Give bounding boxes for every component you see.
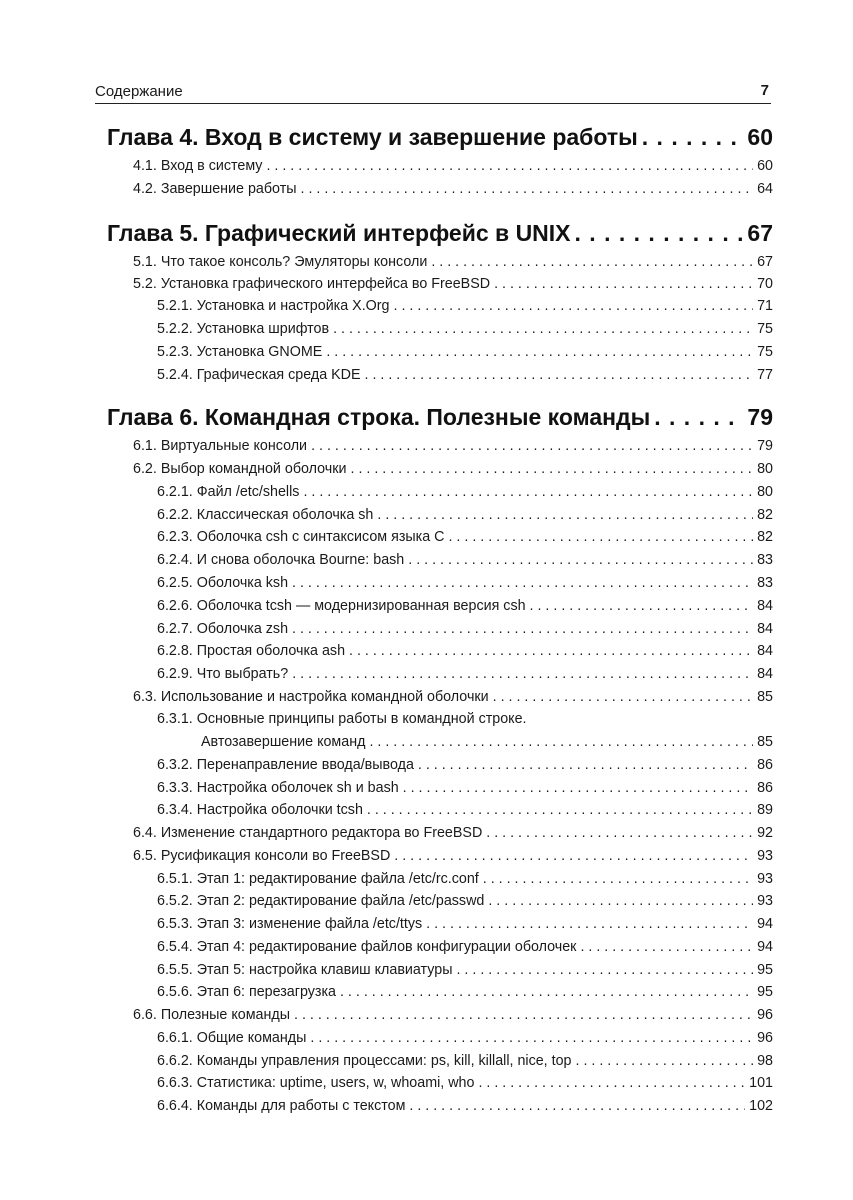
chapter-page: 67 [747, 220, 773, 246]
dot-leader [494, 276, 753, 292]
toc-entry-label: Автозавершение команд [201, 734, 366, 750]
toc-entry-label: 4.2. Завершение работы [133, 181, 297, 197]
toc-entry-page: 102 [749, 1098, 773, 1114]
toc-entry-page: 80 [757, 461, 773, 477]
dot-leader [486, 825, 753, 841]
dot-leader [292, 666, 753, 682]
toc-entry-page: 83 [757, 552, 773, 568]
toc-entry[interactable] [157, 666, 773, 688]
toc-entry-label: 6.4. Изменение стандартного редактора во FreeBSD [133, 825, 483, 841]
toc-entry[interactable] [133, 689, 773, 711]
toc-entry-label: 6.2.3. Оболочка csh с синтаксисом языка C [157, 529, 445, 545]
toc-entry-label: 6.2.6. Оболочка tcsh — модернизированная версия csh [157, 598, 526, 614]
toc-entry[interactable] [133, 461, 773, 483]
dot-leader [367, 802, 753, 818]
toc-entry-label: 6.3.4. Настройка оболочки tcsh [157, 802, 363, 818]
toc-entry-page: 79 [757, 438, 773, 454]
dot-leader [369, 734, 753, 750]
toc-entry-page: 93 [757, 871, 773, 887]
dot-leader [409, 1098, 745, 1114]
dot-leader [456, 962, 753, 978]
toc-entry[interactable] [133, 254, 773, 276]
toc-entry[interactable] [157, 621, 773, 643]
toc-entry[interactable] [133, 825, 773, 847]
dot-leader [448, 529, 753, 545]
toc-entry[interactable] [157, 552, 773, 574]
dot-leader [408, 552, 753, 568]
header-page-number: 7 [760, 82, 769, 99]
toc-entry-page: 75 [757, 321, 773, 337]
toc-entry-page: 95 [757, 962, 773, 978]
toc-entry-label: 6.3.3. Настройка оболочек sh и bash [157, 780, 399, 796]
toc-entry-page: 96 [757, 1007, 773, 1023]
dot-leader [654, 404, 743, 431]
dot-leader [642, 124, 744, 151]
toc-entry-label: 6.3. Использование и настройка командной оболочки [133, 689, 489, 705]
dot-leader [292, 575, 753, 591]
toc-entry-label: 6.6.2. Команды управления процессами: ps, kill, killall, nice, top [157, 1053, 572, 1069]
toc-entry-label: 6.2.5. Оболочка ksh [157, 575, 289, 591]
toc-entry[interactable] [201, 734, 773, 756]
dot-leader [426, 916, 753, 932]
toc-entry-label: 5.2.2. Установка шрифтов [157, 321, 330, 337]
dot-leader [431, 254, 753, 270]
dot-leader [478, 1075, 745, 1091]
chapter-page: 60 [747, 124, 773, 150]
toc-entry-label: 6.6.1. Общие команды [157, 1030, 307, 1046]
toc-entry-label: 6.5.4. Этап 4: редактирование файлов конфигурации оболочек [157, 939, 577, 955]
dot-leader [349, 643, 753, 659]
toc-entry-label: 5.2.4. Графическая среда KDE [157, 367, 361, 383]
dot-leader [530, 598, 754, 614]
chapter-5-heading[interactable] [107, 220, 773, 252]
dot-leader [575, 220, 744, 247]
toc-entry-page: 80 [757, 484, 773, 500]
toc-entry-page: 94 [757, 916, 773, 932]
dot-leader [418, 757, 753, 773]
toc-entry[interactable] [133, 438, 773, 460]
toc-entry-label: 6.1. Виртуальные консоли [133, 438, 308, 454]
toc-entry[interactable] [133, 181, 773, 203]
toc-entry-label: 6.2. Выбор командной оболочки [133, 461, 347, 477]
toc-entry[interactable] [157, 344, 773, 366]
toc-entry[interactable] [157, 1030, 773, 1052]
toc-entry[interactable] [157, 507, 773, 529]
dot-leader [292, 621, 753, 637]
dot-leader [377, 507, 753, 523]
toc-entry-page: 86 [757, 780, 773, 796]
toc-entry[interactable] [157, 1098, 773, 1120]
dot-leader [301, 181, 754, 197]
toc-entry[interactable] [157, 367, 773, 389]
toc-entry-label: 6.5. Русификация консоли во FreeBSD [133, 848, 391, 864]
toc-entry-page: 60 [757, 158, 773, 174]
toc-entry[interactable] [157, 757, 773, 779]
toc-entry[interactable] [157, 598, 773, 620]
toc-entry-page: 94 [757, 939, 773, 955]
toc-entry-page: 84 [757, 621, 773, 637]
toc-entry-label: 6.5.1. Этап 1: редактирование файла /etc/rc.conf [157, 871, 479, 887]
toc-entry-page: 86 [757, 757, 773, 773]
toc-entry-label: 6.2.2. Классическая оболочка sh [157, 507, 374, 523]
toc-entry[interactable] [133, 1007, 773, 1029]
toc-entry[interactable] [133, 276, 773, 298]
toc-entry-label: 4.1. Вход в систему [133, 158, 263, 174]
toc-entry-label: 6.6.3. Статистика: uptime, users, w, whoami, who [157, 1075, 475, 1091]
header-title: Содержание [95, 83, 183, 100]
chapter-title: Глава 6. Командная строка. Полезные команды [107, 404, 651, 430]
dot-leader [311, 438, 753, 454]
toc-entry-label: 6.5.3. Этап 3: изменение файла /etc/ttys [157, 916, 423, 932]
toc-entry-label: 6.2.4. И снова оболочка Bourne: bash [157, 552, 405, 568]
dot-leader [488, 893, 753, 909]
toc-entry-page: 89 [757, 802, 773, 818]
toc-entry-label: 6.5.6. Этап 6: перезагрузка [157, 984, 336, 1000]
toc-entry-page: 101 [749, 1075, 773, 1091]
dot-leader [580, 939, 753, 955]
chapter-6-heading[interactable] [107, 404, 773, 436]
toc-entry-page: 98 [757, 1053, 773, 1069]
toc-entry-label: 6.2.1. Файл /etc/shells [157, 484, 300, 500]
toc-entry-page: 70 [757, 276, 773, 292]
toc-entry-page: 95 [757, 984, 773, 1000]
dot-leader [493, 689, 753, 705]
dot-leader [294, 1007, 753, 1023]
toc-entry-page: 93 [757, 848, 773, 864]
toc-entry[interactable] [157, 893, 773, 915]
toc-entry[interactable] [157, 984, 773, 1006]
chapter-4-heading[interactable] [107, 124, 773, 156]
toc-entry[interactable] [133, 848, 773, 870]
toc-entry[interactable] [133, 158, 773, 180]
toc-entry-label: 6.3.2. Перенаправление ввода/вывода [157, 757, 414, 773]
toc-entry-label: 5.1. Что такое консоль? Эмуляторы консоли [133, 254, 428, 270]
toc-entry-label: 6.5.2. Этап 2: редактирование файла /etc/passwd [157, 893, 485, 909]
toc-entry-page: 67 [757, 254, 773, 270]
toc-entry[interactable] [157, 871, 773, 893]
toc-entry-label: 6.6.4. Команды для работы с текстом [157, 1098, 406, 1114]
dot-leader [340, 984, 753, 1000]
dot-leader [394, 848, 753, 864]
toc-entry[interactable] [157, 939, 773, 961]
toc-entry[interactable] [157, 529, 773, 551]
chapter-page: 79 [747, 404, 773, 430]
toc-entry[interactable] [157, 321, 773, 343]
toc-entry-label: 6.5.5. Этап 5: настройка клавиш клавиатуры [157, 962, 453, 978]
dot-leader [403, 780, 753, 796]
toc-entry[interactable] [157, 1075, 773, 1097]
toc-entry[interactable] [157, 962, 773, 984]
dot-leader [326, 344, 753, 360]
toc-entry-label: 5.2. Установка графического интерфейса во FreeBSD [133, 276, 491, 292]
toc-entry[interactable] [157, 298, 773, 320]
toc-entry[interactable] [157, 916, 773, 938]
chapter-title: Глава 5. Графический интерфейс в UNIX [107, 220, 571, 246]
dot-leader [303, 484, 753, 500]
toc-entry-first-line[interactable]: 6.3.1. Основные принципы работы в командной строке. [157, 711, 527, 727]
toc-entry-page: 84 [757, 666, 773, 682]
toc-entry-page: 82 [757, 507, 773, 523]
toc-entry-page: 75 [757, 344, 773, 360]
toc-entry-page: 84 [757, 643, 773, 659]
toc-entry-page: 82 [757, 529, 773, 545]
toc-entry-page: 77 [757, 367, 773, 383]
dot-leader [483, 871, 753, 887]
toc-entry[interactable] [157, 1053, 773, 1075]
toc-entry-page: 84 [757, 598, 773, 614]
dot-leader [310, 1030, 753, 1046]
toc-entry-page: 83 [757, 575, 773, 591]
toc-entry-page: 92 [757, 825, 773, 841]
toc-entry-page: 85 [757, 734, 773, 750]
toc-entry-label: 5.2.3. Установка GNOME [157, 344, 323, 360]
toc-entry-label: 6.6. Полезные команды [133, 1007, 291, 1023]
toc-entry[interactable] [157, 484, 773, 506]
toc-entry[interactable] [157, 802, 773, 824]
toc-entry-page: 85 [757, 689, 773, 705]
dot-leader [394, 298, 754, 314]
toc-entry-label: 5.2.1. Установка и настройка X.Org [157, 298, 390, 314]
dot-leader [266, 158, 753, 174]
toc-entry-label: 6.2.9. Что выбрать? [157, 666, 289, 682]
toc-entry[interactable] [157, 780, 773, 802]
toc-entry-page: 96 [757, 1030, 773, 1046]
toc-entry-page: 93 [757, 893, 773, 909]
toc-entry[interactable] [157, 643, 773, 665]
toc-entry-page: 71 [757, 298, 773, 314]
dot-leader [576, 1053, 754, 1069]
dot-leader [351, 461, 754, 477]
dot-leader [333, 321, 753, 337]
toc-entry[interactable] [157, 575, 773, 597]
toc-entry-page: 64 [757, 181, 773, 197]
dot-leader [365, 367, 754, 383]
toc-entry-label: 6.2.8. Простая оболочка ash [157, 643, 346, 659]
toc-entry-label: 6.2.7. Оболочка zsh [157, 621, 289, 637]
chapter-title: Глава 4. Вход в систему и завершение работы [107, 124, 638, 150]
